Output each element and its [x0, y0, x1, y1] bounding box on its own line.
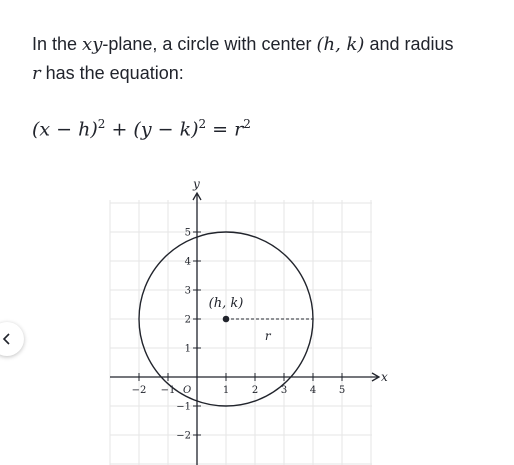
center-point-label: (h, k): [208, 296, 244, 311]
x-tick-label: 2: [251, 385, 259, 396]
x-tick-label: 1: [222, 385, 230, 396]
question-intro: [32, 30, 492, 88]
origin-label: O: [183, 385, 192, 396]
center-notation: (h, k): [316, 34, 365, 55]
graph-svg: [0, 170, 514, 465]
intro-after-center: and radius: [364, 34, 454, 54]
equation-exp1: 2: [97, 117, 106, 131]
x-tick-label: 3: [280, 385, 288, 396]
equation-part3: = r: [206, 118, 244, 141]
intro-suffix: has the equation:: [40, 63, 184, 83]
center-point: [223, 316, 230, 323]
equation-exp3: 2: [243, 117, 251, 131]
y-axis-label: y: [193, 177, 200, 191]
equation-part2: + (y − k): [105, 118, 199, 141]
intro-middle: -plane, a circle with center: [102, 34, 317, 54]
grid-lines: [110, 200, 372, 465]
x-axis-label: x: [381, 370, 388, 384]
radius-var: r: [32, 63, 41, 84]
x-tick-label: 4: [309, 385, 317, 396]
circle-equation: [32, 117, 251, 140]
x-tick-label: −1: [160, 385, 176, 396]
y-tick-label: −1: [176, 401, 191, 413]
question-content: [32, 30, 492, 88]
y-tick-label: 2: [184, 314, 191, 326]
coordinate-graph: [0, 170, 514, 465]
y-tick-label: −2: [176, 430, 191, 442]
equation-exp2: 2: [198, 117, 207, 131]
radius-label: r: [264, 329, 271, 343]
y-tick-label: 3: [184, 285, 191, 297]
y-tick-label: 5: [184, 227, 191, 239]
intro-prefix: In the: [32, 34, 83, 54]
x-tick-label: −2: [131, 385, 147, 396]
chevron-left-icon: [0, 332, 14, 346]
graph-labels: [132, 177, 388, 442]
plane-var: xy: [82, 34, 103, 55]
x-tick-label: 5: [338, 385, 346, 396]
y-tick-label: 1: [184, 343, 191, 355]
y-tick-label: 4: [184, 256, 191, 268]
equation-part1: (x − h): [32, 118, 98, 141]
